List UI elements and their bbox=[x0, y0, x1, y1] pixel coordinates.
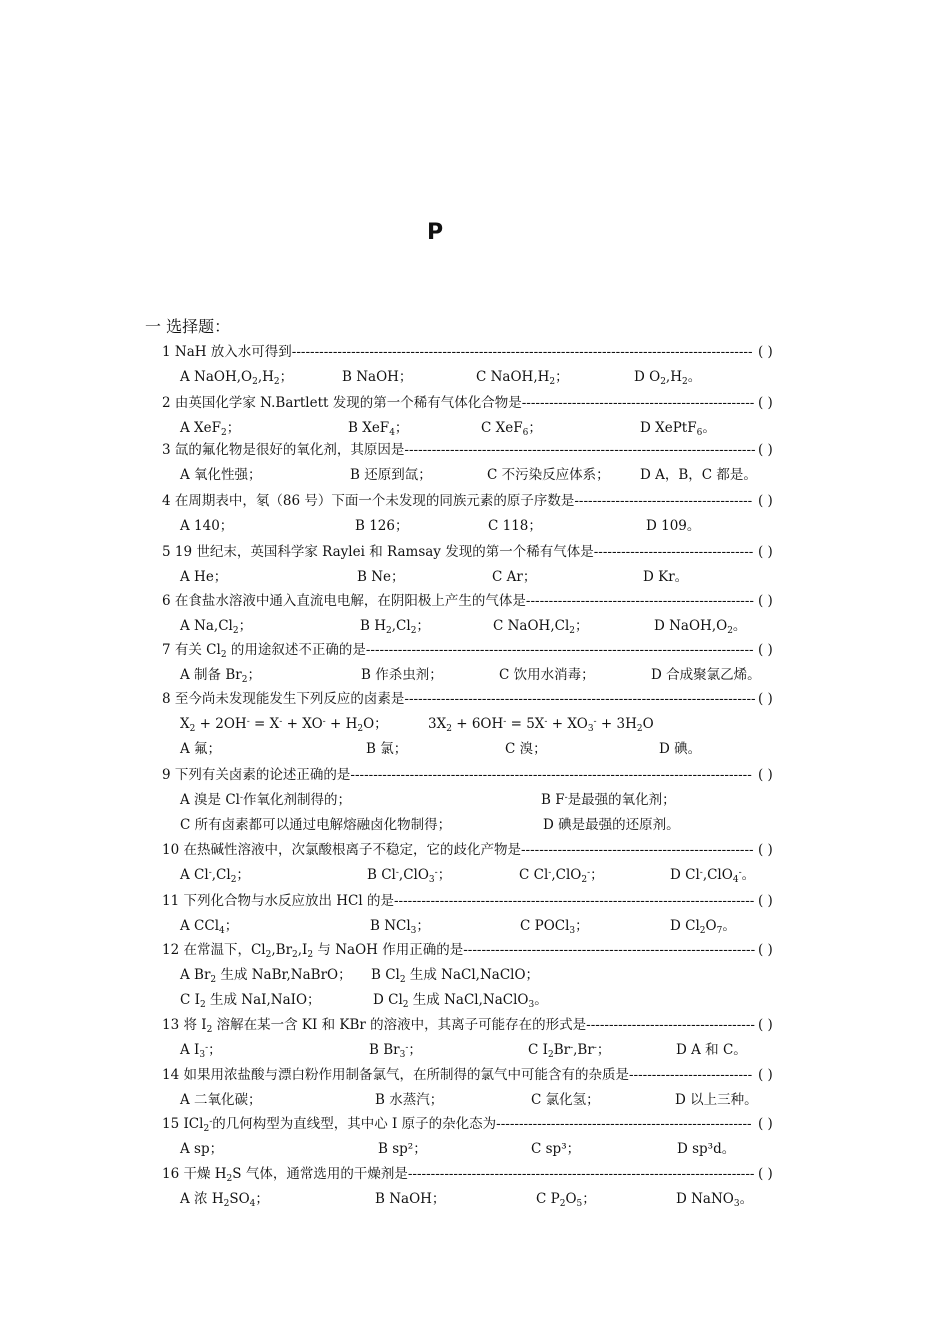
question-stem bbox=[0, 1013, 950, 1037]
option-row bbox=[0, 663, 950, 687]
question-stem bbox=[0, 391, 950, 415]
answer-option: D NaNO$_3$。 bbox=[676, 1191, 754, 1209]
answer-option: B $Br_3^-$； bbox=[369, 1042, 422, 1060]
answer-option: C $I_2$ 生成 NaI,NaIO； bbox=[180, 992, 321, 1010]
answer-option: A 制备 $Br_2$； bbox=[180, 667, 261, 685]
equation: $3X_2 + 6OH^- = 5X^- + XO_3^- + 3H_2O$ bbox=[428, 716, 654, 734]
answer-blank: ( ) bbox=[758, 1116, 773, 1132]
question-stem bbox=[0, 540, 950, 564]
question-stem bbox=[0, 938, 950, 962]
question-text: 8 至今尚未发现能发生下列反应的卤素是----------------------------------------------------------------------------- bbox=[162, 691, 756, 707]
answer-option: A $Br_2$ 生成 NaBr,NaBrO； bbox=[180, 967, 352, 985]
question-stem bbox=[0, 638, 950, 662]
answer-option: C 所有卤素都可以通过电解熔融卤化物制得； bbox=[180, 817, 452, 833]
answer-option: A $I_3^-$； bbox=[180, 1042, 222, 1060]
answer-option: C $NaOH,Cl_2$； bbox=[493, 618, 589, 636]
answer-option: A $Cl^-,Cl_2$； bbox=[180, 867, 250, 885]
answer-option: B NCl$_3$； bbox=[370, 918, 430, 936]
question-text: 4 在周期表中，氡（86 号）下面一个未发现的同族元素的原子序数是--------------------------------------- bbox=[162, 493, 753, 509]
answer-option: A sp； bbox=[180, 1141, 224, 1157]
answer-option: C Cl-,ClO$_2$-； bbox=[519, 867, 604, 885]
answer-option: C 不污染反应体系； bbox=[487, 467, 610, 483]
question-text: 11 下列化合物与水反应放出 HCl 的是------------------------------------------------------------------------------- bbox=[162, 893, 755, 909]
answer-option: C $NaOH,H_2$； bbox=[476, 369, 569, 387]
answer-option: C 饮用水消毒； bbox=[499, 667, 595, 683]
answer-option: B sp²； bbox=[378, 1141, 427, 1157]
question-text: 13 将 $I_2$ 溶解在某一含 KI 和 KBr 的溶液中，其离子可能存在的形式是------------------------------------- bbox=[162, 1017, 755, 1035]
question-text: 9 下列有关卤素的论述正确的是---------------------------------------------------------------------------------------- bbox=[162, 767, 752, 783]
section-title: 一 选择题： bbox=[145, 317, 231, 336]
question-stem bbox=[0, 489, 950, 513]
answer-option: B Cl-,ClO$_3$-； bbox=[367, 867, 452, 885]
question-stem bbox=[0, 1063, 950, 1087]
option-row bbox=[0, 1038, 950, 1062]
answer-option: A 氟； bbox=[180, 741, 222, 757]
answer-option: D $Cl_2$ 生成 NaCl,NaClO$_3$。 bbox=[373, 992, 548, 1010]
option-row bbox=[0, 737, 950, 761]
answer-option: B 126； bbox=[355, 518, 409, 534]
answer-option: D Kr。 bbox=[643, 569, 689, 585]
question-stem bbox=[0, 589, 950, 613]
answer-option: A CCl$_4$； bbox=[180, 918, 239, 936]
answer-option: C Ar； bbox=[492, 569, 537, 585]
answer-option: D A 和 C。 bbox=[676, 1042, 747, 1058]
question-stem bbox=[0, 438, 950, 462]
answer-option: C XeF$_6$； bbox=[481, 420, 542, 438]
answer-option: D 碘。 bbox=[659, 741, 702, 757]
answer-option: B XeF$_4$； bbox=[348, 420, 409, 438]
answer-blank: ( ) bbox=[758, 842, 773, 858]
answer-option: D $NaOH,O_2$。 bbox=[654, 618, 747, 636]
answer-option: D 合成聚氯乙烯。 bbox=[651, 667, 761, 683]
option-row bbox=[0, 788, 950, 812]
question-text: 2 由英国化学家 N.Bartlett 发现的第一个稀有气体化合物是--------------------------------------------------- bbox=[162, 395, 755, 411]
option-row bbox=[0, 565, 950, 589]
answer-blank: ( ) bbox=[758, 1166, 773, 1182]
question-text: 7 有关 $Cl_2$ 的用途叙述不正确的是------------------------------------------------------------------------------------- bbox=[162, 642, 754, 660]
option-row bbox=[0, 863, 950, 887]
answer-option: C 氯化氢； bbox=[531, 1092, 600, 1108]
question-text: 16 干燥 $H_2S$ 气体，通常选用的干燥剂是---------------------------------------------------------------------------- bbox=[162, 1166, 755, 1184]
answer-option: D 109。 bbox=[646, 518, 701, 534]
answer-option: D sp³d。 bbox=[677, 1141, 736, 1157]
answer-option: A He； bbox=[180, 569, 228, 585]
answer-option: A $NaOH,O_2,H_2$； bbox=[180, 369, 294, 387]
option-row bbox=[0, 614, 950, 638]
answer-blank: ( ) bbox=[758, 395, 773, 411]
option-row bbox=[0, 514, 950, 538]
option-row bbox=[0, 1187, 950, 1211]
answer-option: A XeF$_2$； bbox=[180, 420, 241, 438]
answer-option: B NaOH； bbox=[375, 1191, 446, 1207]
answer-option: A 氧化性强； bbox=[180, 467, 262, 483]
answer-option: C POCl$_3$； bbox=[520, 918, 589, 936]
logo-mark: P bbox=[427, 220, 444, 245]
question-stem bbox=[0, 687, 950, 711]
question-text: 1 NaH 放入水可得到----------------------------------------------------------------------------------------------------- bbox=[162, 344, 753, 360]
answer-blank: ( ) bbox=[758, 442, 773, 458]
question-text: 15 ICl$_2$-的几何构型为直线型，其中心 I 原子的杂化态为-------------------------------------------------------- bbox=[162, 1116, 752, 1134]
option-row bbox=[0, 963, 950, 987]
question-text: 3 氙的氟化物是很好的氧化剂，其原因是----------------------------------------------------------------------------- bbox=[162, 442, 756, 458]
option-row bbox=[0, 813, 950, 837]
answer-option: D A，B，C 都是。 bbox=[640, 467, 757, 483]
question-text: 5 19 世纪末，英国科学家 Raylei 和 Ramsay 发现的第一个稀有气体是----------------------------------- bbox=[162, 544, 754, 560]
answer-option: D $O_2,H_2$。 bbox=[634, 369, 702, 387]
answer-option: D XePtF$_6$。 bbox=[640, 420, 716, 438]
answer-blank: ( ) bbox=[758, 691, 773, 707]
option-row bbox=[0, 416, 950, 440]
answer-option: C 118； bbox=[488, 518, 542, 534]
question-stem bbox=[0, 1112, 950, 1136]
equation: $X_2 + 2OH^- = X^- + XO^- + H_2O$； bbox=[180, 716, 388, 734]
answer-option: A $Na,Cl_2$； bbox=[180, 618, 253, 636]
question-stem bbox=[0, 763, 950, 787]
option-row bbox=[0, 365, 950, 389]
answer-option: D 碘是最强的还原剂。 bbox=[543, 817, 680, 833]
answer-blank: ( ) bbox=[758, 1017, 773, 1033]
answer-option: A 二氧化碳； bbox=[180, 1092, 262, 1108]
question-stem bbox=[0, 340, 950, 364]
option-row bbox=[0, 988, 950, 1012]
answer-option: C $I_2Br^-,Br^-$； bbox=[528, 1042, 611, 1060]
question-text: 12 在常温下，$Cl_2,Br_2,I_2$ 与 NaOH 作用正确的是---------------------------------------------------------------- bbox=[162, 942, 756, 960]
answer-option: C $P_2O_5$； bbox=[536, 1191, 596, 1209]
answer-blank: ( ) bbox=[758, 767, 773, 783]
question-stem bbox=[0, 838, 950, 862]
answer-option: B 作杀虫剂； bbox=[361, 667, 443, 683]
answer-option: A 140； bbox=[180, 518, 234, 534]
answer-option: B F-是最强的氧化剂； bbox=[541, 792, 676, 808]
answer-option: A 溴是 Cl-作氧化剂制得的； bbox=[180, 792, 352, 808]
answer-blank: ( ) bbox=[758, 544, 773, 560]
question-text: 6 在食盐水溶液中通入直流电电解，在阴阳极上产生的气体是-------------------------------------------------- bbox=[162, 593, 754, 609]
reaction-equations bbox=[0, 712, 950, 736]
answer-option: C sp³； bbox=[531, 1141, 581, 1157]
answer-option: B 水蒸汽； bbox=[375, 1092, 444, 1108]
answer-blank: ( ) bbox=[758, 1067, 773, 1083]
answer-option: B 氯； bbox=[366, 741, 408, 757]
answer-blank: ( ) bbox=[758, 593, 773, 609]
answer-blank: ( ) bbox=[758, 942, 773, 958]
option-row bbox=[0, 1137, 950, 1161]
answer-option: D $Cl_2O_7$。 bbox=[670, 918, 736, 936]
question-text: 10 在热碱性溶液中，次氯酸根离子不稳定，它的歧化产物是--------------------------------------------------- bbox=[162, 842, 754, 858]
answer-option: B NaOH； bbox=[342, 369, 413, 385]
question-stem bbox=[0, 1162, 950, 1186]
answer-option: B $Cl_2$ 生成 NaCl,NaClO； bbox=[371, 967, 540, 985]
answer-option: B $H_2,Cl_2$； bbox=[360, 618, 430, 636]
answer-option: B 还原到氙； bbox=[350, 467, 432, 483]
option-row bbox=[0, 463, 950, 487]
answer-option: A 浓 $H_2SO_4$； bbox=[180, 1191, 269, 1209]
option-row bbox=[0, 1088, 950, 1112]
answer-option: C 溴； bbox=[505, 741, 547, 757]
question-stem bbox=[0, 889, 950, 913]
answer-option: D Cl-,ClO$_4$-。 bbox=[670, 867, 756, 885]
question-text: 14 如果用浓盐酸与漂白粉作用制备氯气，在所制得的氯气中可能含有的杂质是--------------------------- bbox=[162, 1067, 753, 1083]
answer-blank: ( ) bbox=[758, 493, 773, 509]
answer-option: B Ne； bbox=[357, 569, 405, 585]
option-row bbox=[0, 914, 950, 938]
answer-blank: ( ) bbox=[758, 893, 773, 909]
answer-option: D 以上三种。 bbox=[675, 1092, 758, 1108]
answer-blank: ( ) bbox=[758, 642, 773, 658]
answer-blank: ( ) bbox=[758, 344, 773, 360]
